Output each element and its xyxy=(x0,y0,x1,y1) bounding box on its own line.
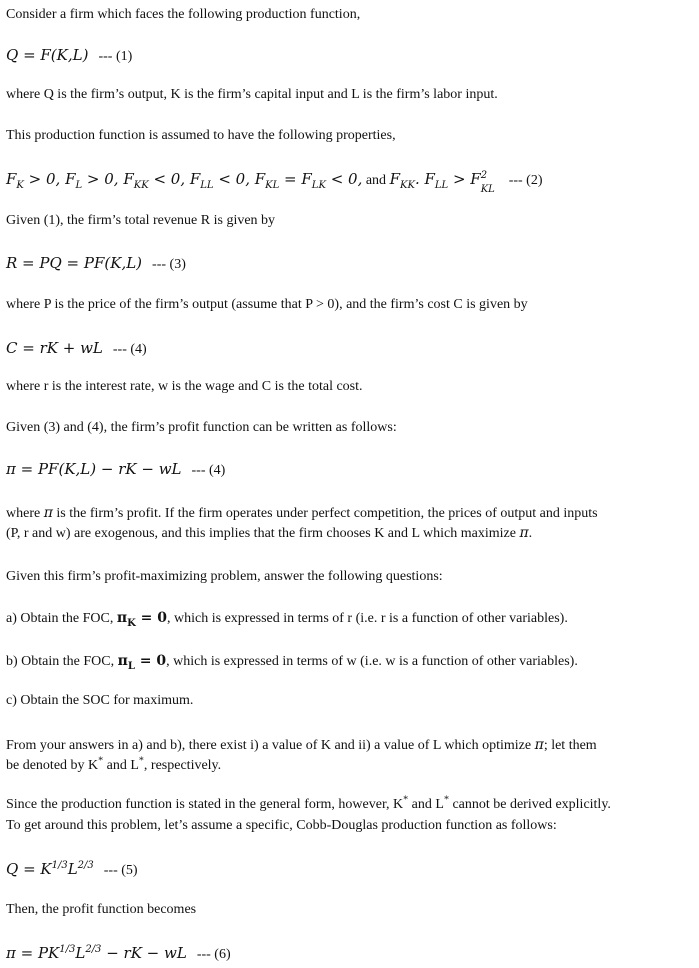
equation-1 xyxy=(6,46,132,66)
equation-4-expr: C = rK + wL xyxy=(6,339,103,357)
intro-text: Consider a firm which faces the following production function, xyxy=(6,7,361,22)
answers-line-2: be denoted by K* and L*, respectively. xyxy=(6,755,222,773)
equation-profit-label: --- (4) xyxy=(191,463,226,478)
where-r-text: where r is the interest rate, w is the wage and C is the total cost. xyxy=(6,379,363,394)
then-text: Then, the profit function becomes xyxy=(6,902,197,917)
where-pi-line-2: (P, r and w) are exogenous, and this implies that the firm chooses K and L which maximize π. xyxy=(6,525,533,541)
equation-1-label: --- (1) xyxy=(98,49,133,64)
question-c: c) Obtain the SOC for maximum. xyxy=(6,693,194,708)
equation-profit xyxy=(6,460,225,480)
equation-3 xyxy=(6,254,186,274)
equation-cobb-douglas xyxy=(6,860,138,880)
equation-cobb-douglas-label: --- (5) xyxy=(103,863,138,878)
given-problem-text: Given this firm’s profit-maximizing problem, answer the following questions: xyxy=(6,569,443,584)
since-line-1: Since the production function is stated in the general form, however, K* and L* cannot be derived explicitly. xyxy=(6,794,611,812)
since-line-2: To get around this problem, let’s assume a specific, Cobb-Douglas production function as follows: xyxy=(6,818,557,833)
equation-4-label: --- (4) xyxy=(112,342,147,357)
equation-1-expr: Q = F(K,L) xyxy=(6,46,89,64)
given-1-text: Given (1), the firm’s total revenue R is given by xyxy=(6,213,276,228)
where-q-text: where Q is the firm’s output, K is the firm’s capital input and L is the firm’s labor input. xyxy=(6,87,498,102)
answers-line-1: From your answers in a) and b), there exist i) a value of K and ii) a value of L which optimize π; let them xyxy=(6,737,597,753)
equation-profit-cobb-douglas xyxy=(6,944,231,964)
equation-profit-cobb-douglas-label: --- (6) xyxy=(196,947,231,962)
equation-3-expr: R = PQ = PF(K,L) xyxy=(6,254,143,272)
equation-2: $F_K > 0$, $F_L > 0$, $F_{KK} < 0$, $F_{LL} < 0$, $F_{KL} = F_{LK} < 0$, and $F_{KK}$. $F_{LL} > F$ 2 KL --- (2) xyxy=(6,170,543,195)
where-pi-line-1: where π is the firm’s profit. If the firm operates under perfect competition, the prices of output and inputs xyxy=(6,505,598,521)
equation-profit-cobb-douglas-expr: $\pi = PK^{1/3}L^{2/3}$ − rK − wL xyxy=(6,944,187,962)
question-a: a) Obtain the FOC, $\pi_K = 0$, which is expressed in terms of r (i.e. r is a function of other variables). xyxy=(6,610,568,629)
equation-2-expr: $F_K > 0$, $F_L > 0$, $F_{KK} < 0$, $F_{LL} < 0$, $F_{KL} = F_{LK} < 0$, xyxy=(6,170,363,191)
where-p-text: where P is the price of the firm’s output (assume that P > 0), and the firm’s cost C is given by xyxy=(6,297,528,312)
equation-cobb-douglas-expr: $Q = K^{1/3}L^{2/3}$ xyxy=(6,860,94,878)
given-3-4-text: Given (3) and (4), the firm’s profit function can be written as follows: xyxy=(6,420,397,435)
equation-3-label: --- (3) xyxy=(152,257,186,272)
equation-2-label: --- (2) xyxy=(508,173,543,188)
question-b: b) Obtain the FOC, $\pi_L = 0$, which is expressed in terms of w (i.e. w is a function of other variables). xyxy=(6,653,578,672)
equation-4 xyxy=(6,339,147,359)
properties-intro-text: This production function is assumed to have the following properties, xyxy=(6,128,396,143)
equation-profit-expr: π = PF(K,L) − rK − wL xyxy=(6,460,182,478)
